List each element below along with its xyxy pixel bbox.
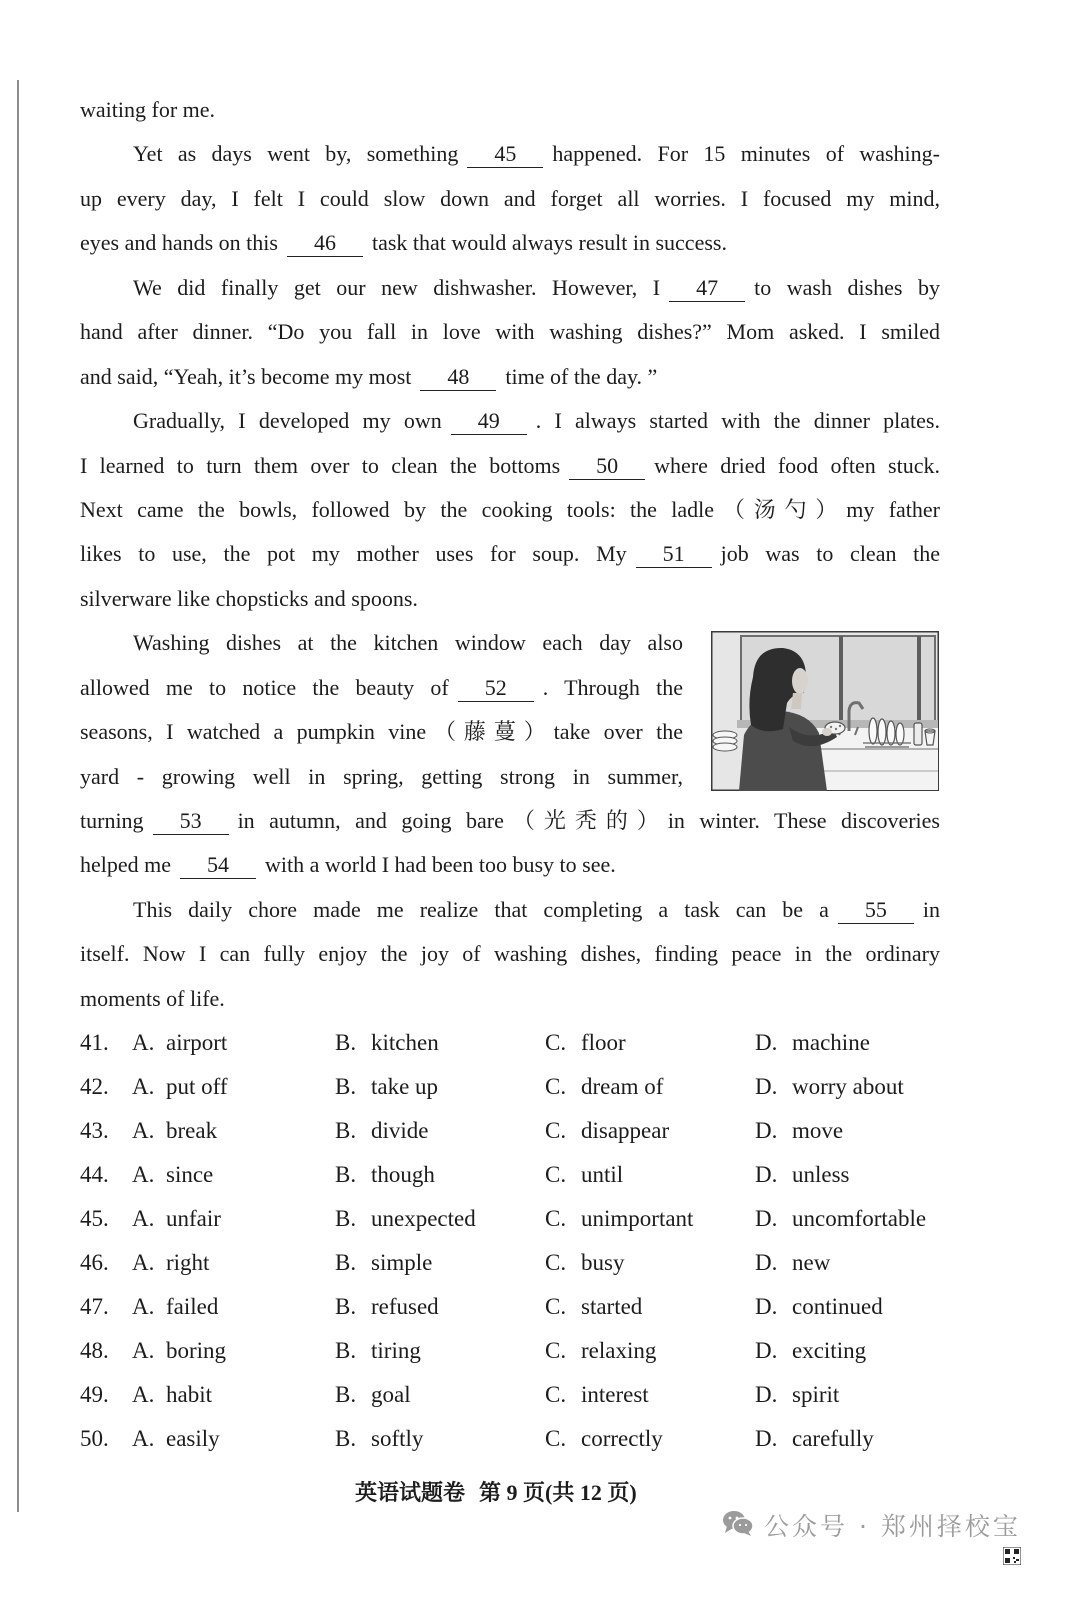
option-letter: D. bbox=[755, 1074, 778, 1099]
option-text: right bbox=[166, 1250, 210, 1275]
option-text: relaxing bbox=[581, 1338, 657, 1363]
question-row bbox=[0, 1241, 1080, 1285]
passage-line bbox=[80, 666, 683, 710]
passage-text: where dried food often stuck. bbox=[654, 452, 940, 478]
option-text: simple bbox=[371, 1250, 433, 1275]
passage-line bbox=[80, 310, 940, 354]
option-text: unless bbox=[792, 1162, 850, 1187]
passage-text: with a world I had been too busy to see. bbox=[265, 852, 616, 878]
passage-line bbox=[80, 888, 940, 932]
passage-text: Yet as days went by, something bbox=[133, 141, 459, 167]
option-letter: D. bbox=[755, 1426, 778, 1451]
option-letter: B. bbox=[335, 1426, 357, 1451]
passage-line bbox=[80, 444, 940, 488]
option-letter: D. bbox=[755, 1382, 778, 1407]
illustration-drawing bbox=[711, 631, 939, 791]
option-text: busy bbox=[581, 1250, 625, 1275]
passage-line bbox=[80, 755, 683, 799]
option-text: worry about bbox=[792, 1074, 904, 1099]
question-row bbox=[0, 1153, 1080, 1197]
question-number: 46. bbox=[80, 1250, 109, 1275]
option-letter: B. bbox=[335, 1074, 357, 1099]
answer-blank: 54 bbox=[180, 851, 256, 879]
option-letter: A. bbox=[132, 1294, 155, 1319]
option-text: airport bbox=[166, 1030, 228, 1055]
question-row bbox=[0, 1021, 1080, 1065]
passage-text: I learned to turn them over to clean the bottoms bbox=[80, 452, 561, 478]
option-text: unexpected bbox=[371, 1206, 476, 1231]
dishwashing-illustration bbox=[711, 631, 939, 791]
passage-line bbox=[80, 399, 940, 443]
option-text: dream of bbox=[581, 1074, 664, 1099]
passage-text: task that would always result in success. bbox=[371, 230, 727, 256]
option-text: boring bbox=[166, 1338, 227, 1363]
option-text: refused bbox=[371, 1294, 439, 1319]
option-letter: C. bbox=[545, 1338, 567, 1363]
passage-line bbox=[80, 355, 940, 399]
passage-line bbox=[80, 977, 940, 1021]
answer-blank: 46 bbox=[287, 229, 363, 257]
question-number: 45. bbox=[80, 1206, 109, 1231]
passage-text: likes to use, the pot my mother uses for soup. My bbox=[80, 541, 627, 567]
option-letter: A. bbox=[132, 1338, 155, 1363]
answer-blank: 55 bbox=[838, 896, 914, 924]
option-letter: B. bbox=[335, 1030, 357, 1055]
option-text: spirit bbox=[792, 1382, 840, 1407]
passage-line bbox=[80, 799, 940, 843]
question-number: 49. bbox=[80, 1382, 109, 1407]
answer-blank: 48 bbox=[420, 363, 496, 391]
watermark bbox=[722, 1509, 1021, 1541]
answer-blank: 50 bbox=[569, 452, 645, 480]
passage-text: happened. For 15 minutes of washing- bbox=[552, 141, 940, 167]
wechat-icon bbox=[722, 1509, 754, 1542]
answer-options bbox=[0, 1021, 1080, 1461]
option-letter: D. bbox=[755, 1206, 778, 1231]
option-text: disappear bbox=[581, 1118, 670, 1143]
answer-blank: 53 bbox=[153, 807, 229, 835]
option-letter: B. bbox=[335, 1118, 357, 1143]
passage-text: itself. Now I can fully enjoy the joy of washing dishes, finding peace in the ordinary bbox=[80, 941, 940, 967]
question-number: 41. bbox=[80, 1030, 109, 1055]
question-number: 50. bbox=[80, 1426, 109, 1451]
question-row bbox=[0, 1329, 1080, 1373]
passage-text: waiting for me. bbox=[80, 97, 216, 122]
question-row bbox=[0, 1285, 1080, 1329]
qr-logo-icon bbox=[1003, 1547, 1021, 1565]
option-text: easily bbox=[166, 1426, 220, 1451]
passage-line bbox=[80, 88, 940, 132]
option-text: unfair bbox=[166, 1206, 221, 1231]
option-text: machine bbox=[792, 1030, 870, 1055]
answer-blank: 47 bbox=[669, 274, 745, 302]
passage-line bbox=[80, 221, 940, 265]
option-letter: A. bbox=[132, 1250, 155, 1275]
question-row bbox=[0, 1065, 1080, 1109]
passage-text: turning bbox=[80, 808, 144, 833]
option-letter: D. bbox=[755, 1162, 778, 1187]
passage-line bbox=[80, 488, 940, 532]
passage-text: This daily chore made me realize that completing a task can be a bbox=[133, 896, 829, 922]
footer-page-number: 第 9 页(共 12 页) bbox=[479, 1480, 637, 1505]
option-text: divide bbox=[371, 1118, 429, 1143]
passage-text: helped me bbox=[80, 852, 172, 878]
option-letter: C. bbox=[545, 1030, 567, 1055]
option-text: new bbox=[792, 1250, 831, 1275]
footer-title: 英语试题卷 bbox=[355, 1480, 466, 1505]
passage-line bbox=[80, 577, 940, 621]
option-text: move bbox=[792, 1118, 844, 1143]
question-row bbox=[0, 1197, 1080, 1241]
passage-text: and said, “Yeah, it’s become my most bbox=[80, 363, 412, 389]
option-text: softly bbox=[371, 1426, 424, 1451]
stacked-plates bbox=[713, 731, 737, 751]
passage-line bbox=[80, 843, 940, 887]
option-letter: C. bbox=[545, 1382, 567, 1407]
passage-text: moments of life. bbox=[80, 985, 225, 1011]
option-text: started bbox=[581, 1294, 643, 1319]
option-letter: A. bbox=[132, 1382, 155, 1407]
passage-text: allowed me to notice the beauty of bbox=[80, 674, 449, 700]
option-letter: A. bbox=[132, 1162, 155, 1187]
question-row bbox=[0, 1109, 1080, 1153]
option-text: goal bbox=[371, 1382, 411, 1407]
passage-line bbox=[80, 932, 940, 976]
option-letter: B. bbox=[335, 1382, 357, 1407]
option-text: tiring bbox=[371, 1338, 421, 1363]
option-letter: C. bbox=[545, 1206, 567, 1231]
answer-blank: 49 bbox=[451, 407, 527, 435]
question-number: 48. bbox=[80, 1338, 109, 1363]
option-text: carefully bbox=[792, 1426, 874, 1451]
option-letter: C. bbox=[545, 1426, 567, 1451]
passage-text: to wash dishes by bbox=[754, 274, 940, 300]
option-letter: B. bbox=[335, 1162, 357, 1187]
option-letter: A. bbox=[132, 1030, 155, 1055]
option-letter: B. bbox=[335, 1338, 357, 1363]
option-text: uncomfortable bbox=[792, 1206, 927, 1231]
option-text: failed bbox=[166, 1294, 219, 1319]
passage-text: up every day, I felt I could slow down and forget all worries. I focused my mind, bbox=[80, 185, 940, 211]
passage-text: in bbox=[922, 896, 940, 922]
option-letter: D. bbox=[755, 1250, 778, 1275]
passage-line bbox=[80, 266, 940, 310]
passage-text: . Through the bbox=[542, 674, 683, 700]
passage-text: Washing dishes at the kitchen window each day also bbox=[133, 630, 683, 656]
passage-text: time of the day. ” bbox=[505, 363, 658, 389]
passage-line bbox=[80, 132, 940, 176]
passage-text: in autumn, and going bare（光秃的）in winter. These discoveries bbox=[237, 808, 940, 833]
passage-text: Next came the bowls, followed by the cooking tools: the ladle（汤勺）my father bbox=[80, 496, 940, 522]
question-row bbox=[0, 1417, 1080, 1461]
answer-blank: 51 bbox=[636, 540, 712, 568]
option-text: since bbox=[166, 1162, 214, 1187]
passage-text: job was to clean the bbox=[720, 541, 940, 567]
passage-line bbox=[80, 532, 940, 576]
option-letter: D. bbox=[755, 1118, 778, 1143]
option-letter: B. bbox=[335, 1294, 357, 1319]
option-letter: C. bbox=[545, 1250, 567, 1275]
question-row bbox=[0, 1373, 1080, 1417]
option-text: unimportant bbox=[581, 1206, 694, 1231]
option-letter: D. bbox=[755, 1338, 778, 1363]
option-text: break bbox=[166, 1118, 218, 1143]
passage-line bbox=[80, 621, 683, 665]
passage-text: yard - growing well in spring, getting strong in summer, bbox=[80, 763, 683, 789]
option-letter: C. bbox=[545, 1074, 567, 1099]
option-text: until bbox=[581, 1162, 624, 1187]
option-letter: C. bbox=[545, 1294, 567, 1319]
option-text: take up bbox=[371, 1074, 439, 1099]
passage-text: We did finally get our new dishwasher. However, I bbox=[133, 274, 661, 300]
question-number: 42. bbox=[80, 1074, 109, 1099]
page-footer bbox=[355, 1479, 637, 1507]
passage-text: . I always started with the dinner plates. bbox=[535, 408, 940, 434]
passage-line bbox=[80, 710, 683, 754]
option-text: correctly bbox=[581, 1426, 663, 1451]
answer-blank: 52 bbox=[458, 674, 534, 702]
reading-passage bbox=[80, 88, 940, 1021]
question-number: 47. bbox=[80, 1294, 109, 1319]
option-text: put off bbox=[166, 1074, 228, 1099]
passage-text: hand after dinner. “Do you fall in love with washing dishes?” Mom asked. I smiled bbox=[80, 319, 940, 345]
passage-text: eyes and hands on this bbox=[80, 230, 278, 256]
question-number: 44. bbox=[80, 1162, 109, 1187]
option-letter: A. bbox=[132, 1206, 155, 1231]
passage-text: Gradually, I developed my own bbox=[133, 408, 442, 434]
option-text: floor bbox=[581, 1030, 626, 1055]
option-letter: C. bbox=[545, 1162, 567, 1187]
option-letter: A. bbox=[132, 1118, 155, 1143]
option-text: though bbox=[371, 1162, 435, 1187]
passage-text: silverware like chopsticks and spoons. bbox=[80, 585, 418, 611]
watermark-text: 公众号 · 郑州择校宝 bbox=[764, 1512, 1021, 1541]
option-letter: B. bbox=[335, 1250, 357, 1275]
option-text: habit bbox=[166, 1382, 212, 1407]
question-number: 43. bbox=[80, 1118, 109, 1143]
option-letter: D. bbox=[755, 1030, 778, 1055]
option-letter: B. bbox=[335, 1206, 357, 1231]
option-text: kitchen bbox=[371, 1030, 439, 1055]
option-letter: A. bbox=[132, 1074, 155, 1099]
option-text: exciting bbox=[792, 1338, 867, 1363]
passage-text: seasons, I watched a pumpkin vine（藤蔓）take over the bbox=[80, 719, 683, 745]
option-text: interest bbox=[581, 1382, 649, 1407]
answer-blank: 45 bbox=[467, 140, 543, 168]
option-letter: C. bbox=[545, 1118, 567, 1143]
option-text: continued bbox=[792, 1294, 883, 1319]
option-letter: A. bbox=[132, 1426, 155, 1451]
passage-line bbox=[80, 177, 940, 221]
option-letter: D. bbox=[755, 1294, 778, 1319]
